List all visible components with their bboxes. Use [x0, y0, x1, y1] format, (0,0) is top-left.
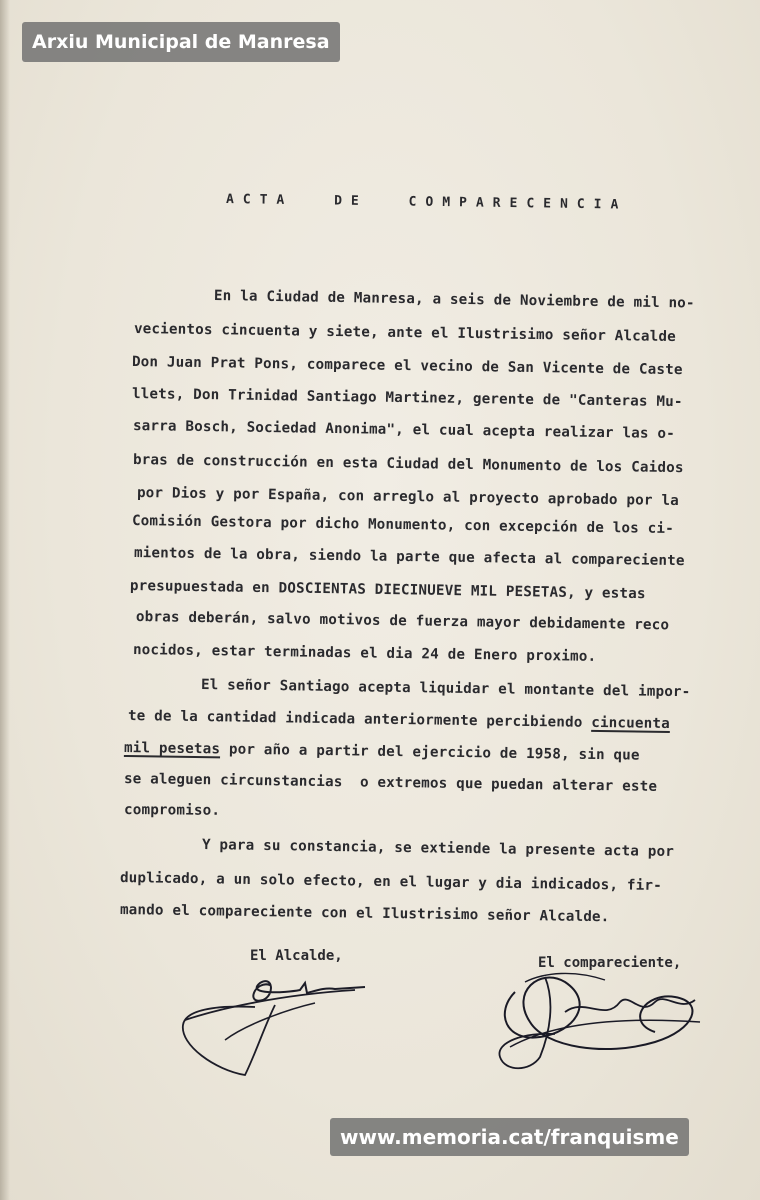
title-word: COMPARECENCIA	[408, 194, 628, 213]
paragraph-1-line: obras deberán, salvo motivos de fuerza mayor debidamente reco	[135, 609, 670, 634]
title-word: ACTA	[225, 192, 294, 208]
paragraph-2-text: por año a partir del ejercicio de 1958, sin que	[220, 741, 640, 764]
paragraph-3-line: mando el compareciente con el Ilustrisimo señor Alcalde.	[119, 902, 610, 926]
paragraph-1-line: presupuestada en DOSCIENTAS DIECINUEVE MIL PESETAS, y estas	[129, 578, 646, 603]
appearer-signature-label: El compareciente,	[538, 955, 682, 971]
mayor-signature-label: El Alcalde,	[250, 948, 343, 964]
paragraph-1-line: vecientos cincuenta y siete, ante el Ilustrisimo señor Alcalde	[133, 321, 677, 346]
paragraph-2-line	[128, 708, 670, 732]
paragraph-2-line: se aleguen circunstancias o extremos que puedan alterar este	[123, 771, 658, 795]
paragraph-1-line: nocidos, estar terminadas el dia 24 de Enero proximo.	[132, 642, 597, 665]
paragraph-1-line: Comisión Gestora por dicho Monumento, con excepción de los ci-	[131, 513, 675, 538]
paragraph-1-line: bras de construcción en esta Ciudad del Monumento de los Caidos	[132, 452, 684, 477]
paragraph-2-text: te de la cantidad indicada anteriormente percibiendo	[127, 708, 592, 731]
mayor-signature	[175, 965, 375, 1085]
paragraph-2-line: El señor Santiago acepta liquidar el montante del impor-	[200, 677, 691, 701]
paragraph-1-line: mientos de la obra, siendo la parte que afecta al compareciente	[133, 545, 685, 570]
paragraph-2-line	[124, 740, 640, 764]
paragraph-1-line: En la Ciudad de Manresa, a seis de Noviembre de mil no-	[213, 288, 695, 312]
paragraph-1-line: por Dios y por España, con arreglo al proyecto aprobado por la	[136, 485, 680, 510]
document-title	[226, 192, 652, 213]
archive-watermark: Arxiu Municipal de Manresa	[22, 22, 340, 62]
page-edge-shadow	[0, 0, 10, 1200]
paragraph-1-line: Don Juan Prat Pons, comparece el vecino de San Vicente de Caste	[131, 354, 683, 379]
website-watermark: www.memoria.cat/franquisme	[330, 1118, 689, 1156]
underlined-amount: cincuenta	[591, 714, 671, 733]
paragraph-2-line: compromiso.	[123, 802, 221, 819]
underlined-amount: mil pesetas	[123, 740, 221, 758]
paragraph-1-line: sarra Bosch, Sociedad Anonima", el cual acepta realizar las o-	[132, 418, 676, 443]
paragraph-1-line: llets, Don Trinidad Santiago Martinez, gerente de "Canteras Mu-	[131, 386, 683, 411]
paragraph-3-line: Y para su constancia, se extiende la presente acta por	[201, 837, 675, 861]
title-word: DE	[334, 193, 368, 209]
paragraph-3-line: duplicado, a un solo efecto, en el lugar y dia indicados, fir-	[119, 870, 663, 895]
appearer-signature	[485, 962, 715, 1082]
